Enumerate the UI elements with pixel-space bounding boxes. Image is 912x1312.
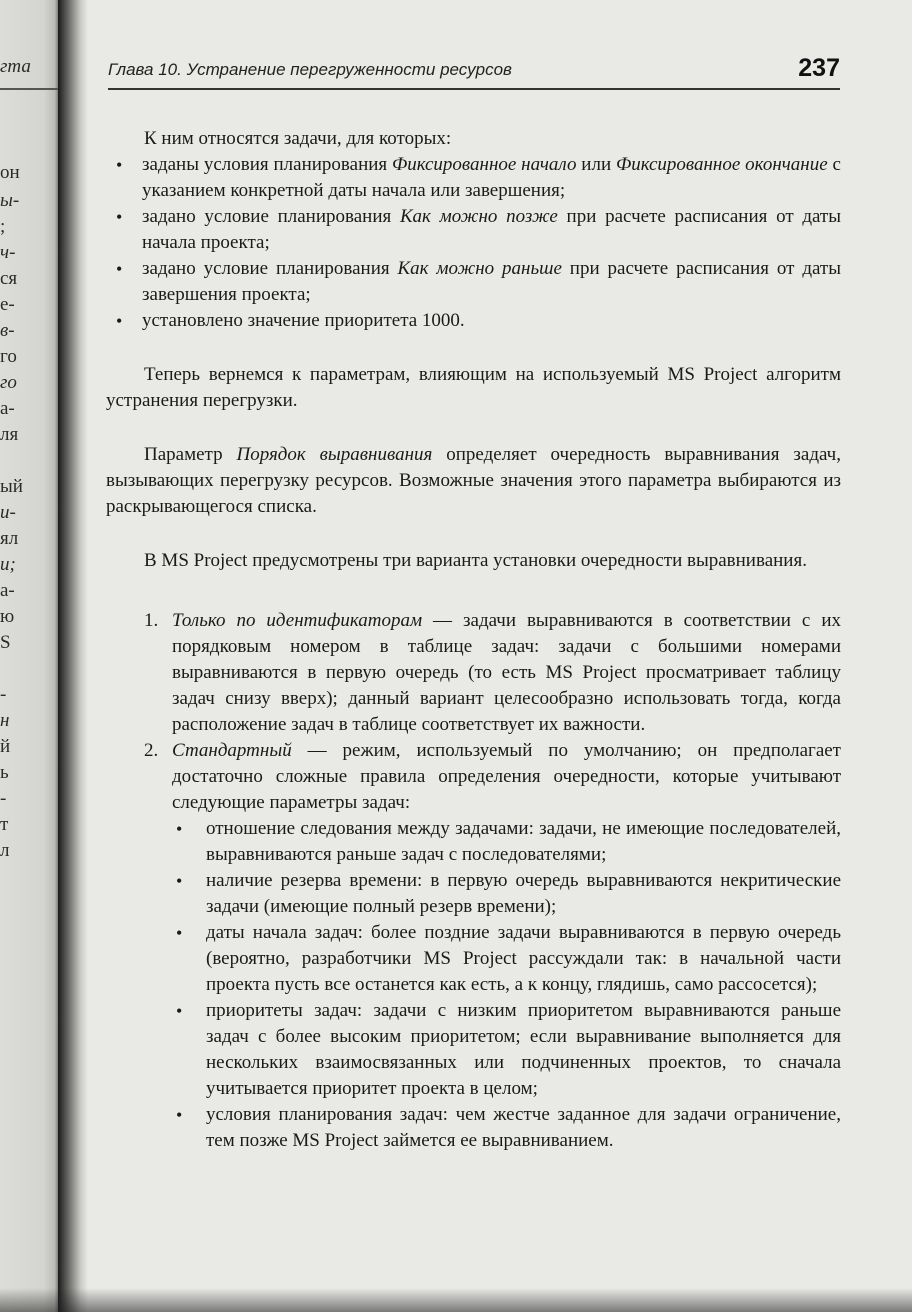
constraint-item: • заданы условия планирования Фиксированное начало или Фиксированное окончание с указанием конкретной даты начала или завершения; <box>106 152 841 204</box>
left-page-fragment: ля <box>0 424 19 445</box>
criteria-item: • наличие резерва времени: в первую очередь выравниваются некритические задачи (имеющие полный резерв времени); <box>172 868 841 920</box>
left-page-fragment: а- <box>0 398 15 419</box>
left-page-fragment: ы- <box>0 190 20 211</box>
variant-item: 1. Только по идентификаторам — задачи выравниваются в соответствии с их порядковым номером в таблице задач: задачи с большими номерами выравниваются в первую очередь (то есть MS Project просматривает таблицу задач снизу вверх); данный вариант целесообразно использовать тогда, когда расположение задач в таблице соответствует их важности. <box>144 610 841 735</box>
left-page-fragment: ый <box>0 476 23 497</box>
order-paragraph: Параметр Порядок выравнивания определяет очередность выравнивания задач, вызывающих перегрузку ресурсов. Возможные значения этого параметра выбираются из раскрывающегося списка. <box>106 444 841 517</box>
running-header <box>108 56 840 90</box>
criteria-item: • приоритеты задач: задачи с низким приоритетом выравниваются раньше задач с более высоким приоритетом; если выравнивание выполняется для нескольких взаимосвязанных или подчиненных проектов, то сначала учитывается приоритет проекта в целом; <box>172 998 841 1102</box>
left-page-fragment: и; <box>0 554 16 575</box>
item-number: 2. <box>144 740 159 761</box>
left-page-fragment: е- <box>0 294 15 315</box>
variant-name: Только по идентификаторам <box>172 610 423 631</box>
chapter-title: Глава 10. Устранение перегруженности ресурсов <box>108 60 512 79</box>
left-page-fragment: л <box>0 840 10 861</box>
left-page-fragment: го <box>0 372 17 393</box>
constraint-item: • задано условие планирования Как можно позже при расчете расписания от даты начала проекта; <box>106 204 841 256</box>
variant-item: 2. Стандартный — режим, используемый по умолчанию; он предполагает достаточно сложные правила определения очередности, которые учитывают следующие параметры задач: • отношение следования между задачами: задачи, не имеющие последователей, выравниваются раньше задач с последователями; • наличие резерва времени: в первую очередь выравниваются некритические задачи (имеющие полный резерв времени); • даты начала задач: более поздние задачи выравниваются в первую очередь (вероятно, разработчики MS Project рассуждали так: в начальной части проекта пусть все останется как есть, а к концу, глядишь, само рассосется); • приоритеты задач: задачи с низким приоритетом выравниваются раньше задач с более высоким приоритетом; если выравнивание выполняется для нескольких взаимосвязанных или подчиненных проектов, то сначала учитывается приоритет проекта в целом; • условия планирования задач: чем жестче заданное для задачи ограничение, тем позже MS Project займется ее выравниванием. <box>106 738 841 1154</box>
left-page-fragment: й <box>0 736 11 757</box>
book-binding-shadow <box>58 0 88 1312</box>
standard-criteria-list <box>172 816 841 1154</box>
left-page-fragment: - <box>0 788 7 809</box>
variants-list <box>106 608 841 1154</box>
left-page-fragment: ч- <box>0 242 16 263</box>
left-page-fragment: ; <box>0 216 6 237</box>
left-page-fragment: го <box>0 346 17 367</box>
left-page-fragment: ся <box>0 268 18 289</box>
left-page-fragment: а- <box>0 580 15 601</box>
variants-paragraph: В MS Project предусмотрены три варианта установки очередности выравнивания. <box>144 550 807 571</box>
item-number: 1. <box>144 610 159 631</box>
left-page-edge <box>0 0 62 1312</box>
left-page-fragment: ял <box>0 528 19 549</box>
left-page-fragment: и- <box>0 502 16 523</box>
criteria-item: • условия планирования задач: чем жестче заданное для задачи ограничение, тем позже MS Project займется ее выравниванием. <box>172 1102 841 1154</box>
left-page-fragment: в- <box>0 320 15 341</box>
left-page-fragment: ю <box>0 606 15 627</box>
left-page-fragment: гта <box>0 56 31 77</box>
variant-name: Стандартный <box>172 740 292 761</box>
left-page-header-rule <box>0 88 60 90</box>
page-number: 237 <box>798 54 840 82</box>
constraint-item: • задано условие планирования Как можно раньше при расчете расписания от даты завершения проекта; <box>106 256 841 308</box>
left-page-fragment: т <box>0 814 9 835</box>
left-page-fragment: - <box>0 684 7 705</box>
left-page-fragment: ь <box>0 762 9 783</box>
left-page-fragment: S <box>0 632 11 653</box>
constraint-item: • установлено значение приоритета 1000. <box>106 308 841 334</box>
constraint-list <box>106 152 841 334</box>
intro-paragraph: К ним относятся задачи, для которых: <box>144 128 452 149</box>
page-bottom-shadow <box>0 1288 912 1312</box>
parameter-name: Порядок выравнивания <box>236 444 433 465</box>
return-paragraph: Теперь вернемся к параметрам, влияющим на используемый MS Project алгоритм устранения перегрузки. <box>106 364 841 411</box>
left-page-fragment: он <box>0 162 20 183</box>
criteria-item: • отношение следования между задачами: задачи, не имеющие последователей, выравниваются раньше задач с последователями; <box>172 816 841 868</box>
page-body <box>106 126 841 1154</box>
criteria-item: • даты начала задач: более поздние задачи выравниваются в первую очередь (вероятно, разработчики MS Project рассуждали так: в начальной части проекта пусть все останется как есть, а к концу, глядишь, само рассосется); <box>172 920 841 998</box>
left-page-fragment: н <box>0 710 10 731</box>
